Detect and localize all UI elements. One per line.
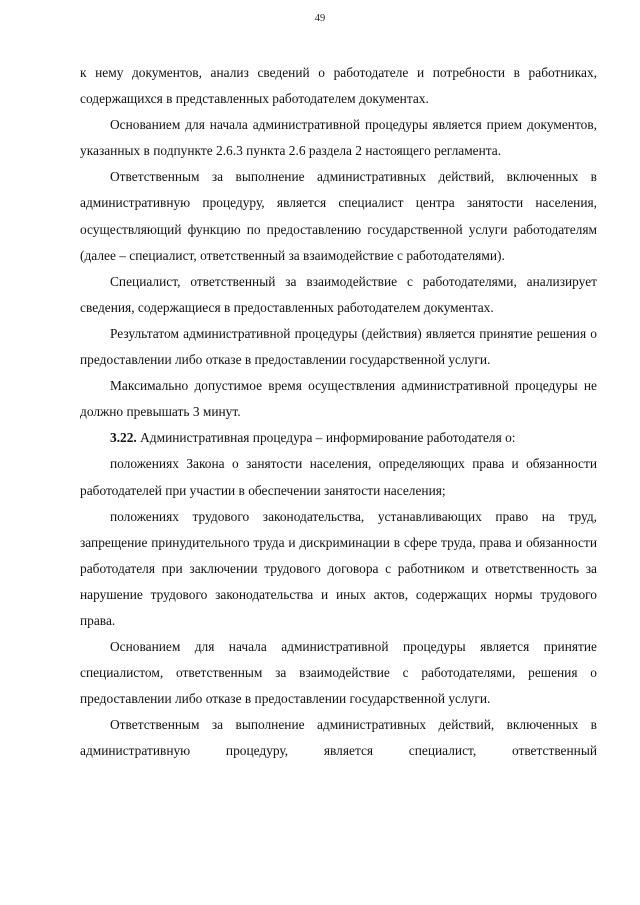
paragraph: положениях Закона о занятости населения, определяющих права и обязанности работодателей при участии в обеспечении занятости населения; bbox=[80, 456, 597, 498]
paragraph: Ответственным за выполнение административных действий, включенных в административную процедуру, является специалист, ответственный bbox=[80, 717, 597, 759]
paragraph: к нему документов, анализ сведений о работодателе и потребности в работниках, содержащихся в представленных работодателем документах. bbox=[80, 65, 597, 107]
paragraph: Максимально допустимое время осуществления административной процедуры не должно превышать 3 минут. bbox=[80, 378, 597, 420]
section-title: Административная процедура – информирование работодателя о: bbox=[136, 430, 516, 446]
section-number: 3.22. bbox=[110, 430, 137, 446]
paragraph: Основанием для начала административной процедуры является принятие специалистом, ответственным за взаимодействие с работодателями, решения о предоставлении либо отказе в предоставлении государственной услуги. bbox=[80, 639, 597, 707]
paragraph: Специалист, ответственный за взаимодействие с работодателями, анализирует сведения, содержащиеся в предоставленных работодателем документах. bbox=[80, 273, 597, 315]
page-number: 49 bbox=[314, 13, 326, 24]
paragraph: положениях трудового законодательства, устанавливающих право на труд, запрещение принудительного труда и дискриминации в сфере труда, права и обязанности работодателя при заключении трудового договора с работником и ответственность за нарушение трудового законодательства и иных актов, содержащих нормы трудового права. bbox=[80, 508, 597, 628]
document-body bbox=[80, 60, 597, 765]
paragraph: Результатом административной процедуры (действия) является принятие решения о предоставлении либо отказе в предоставлении государственной услуги. bbox=[80, 325, 597, 368]
paragraph: Основанием для начала административной процедуры является прием документов, указанных в подпункте 2.6.3 пункта 2.6 раздела 2 настоящего регламента. bbox=[80, 117, 597, 159]
section-heading bbox=[80, 425, 597, 451]
paragraph: Ответственным за выполнение административных действий, включенных в административную процедуру, является специалист центра занятости населения, осуществляющий функцию по предоставлению государственной услуги работодателям (далее – специалист, ответственный за взаимодействие с работодателями). bbox=[80, 169, 597, 263]
